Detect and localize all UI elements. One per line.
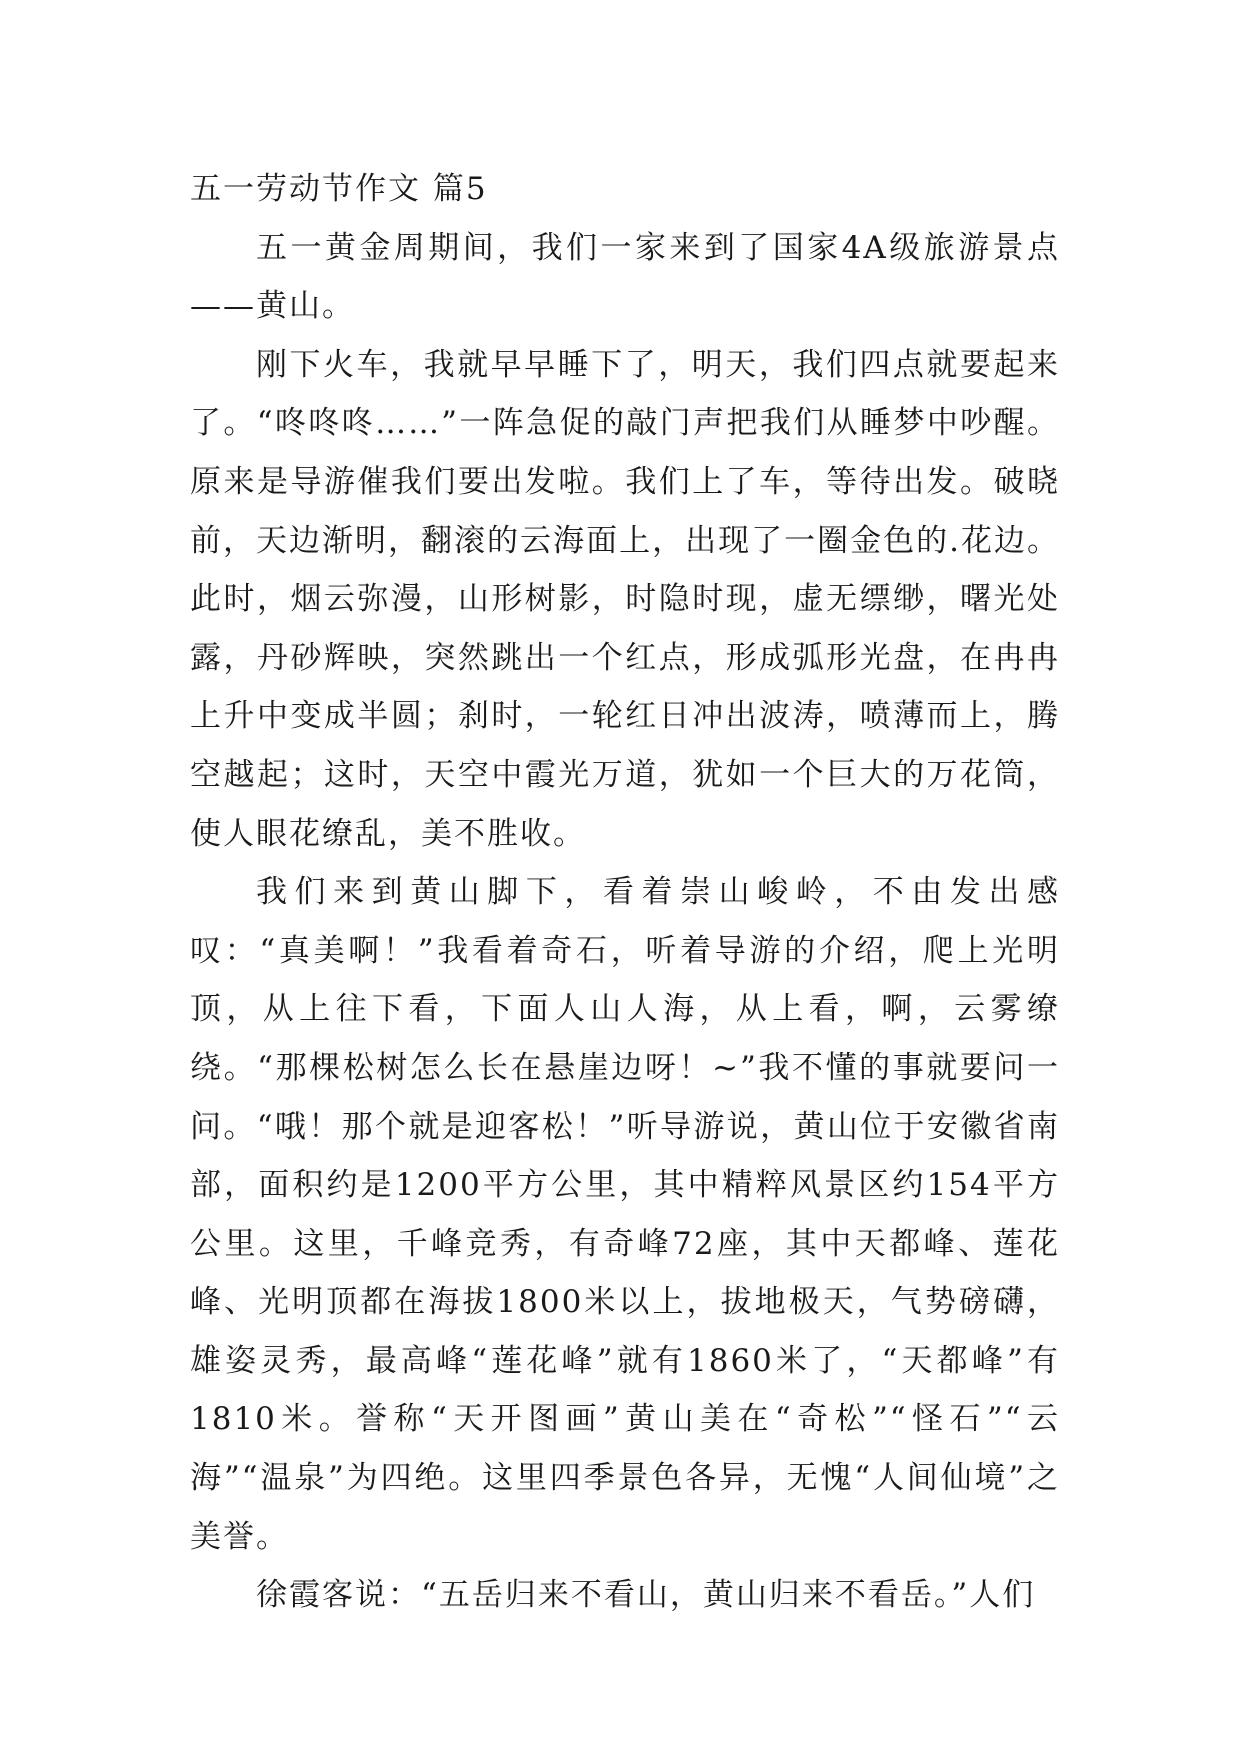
essay-body (190, 160, 1060, 1625)
paragraph-huangshan: 我们来到黄山脚下，看着崇山峻岭，不由发出感叹：“真美啊！”我看着奇石，听着导游的介绍，爬上光明顶，从上往下看，下面人山人海，从上看，啊，云雾缭绕。“那棵松树怎么长在悬崖边呀！~”我不懂的事就要问一问。“哦！那个就是迎客松！”听导游说，黄山位于安徽省南部，面积约是1200平方公里，其中精粹风景区约154平方公里。这里，千峰竞秀，有奇峰72座，其中天都峰、莲花峰、光明顶都在海拔1800米以上，拔地极天，气势磅礴，雄姿灵秀，最高峰“莲花峰”就有1860米了，“天都峰”有1810米。誉称“天开图画”黄山美在“奇松”“怪石”“云海”“温泉”为四绝。这里四季景色各异，无愧“人间仙境”之美誉。 (190, 874, 1060, 1555)
paragraph-xu-xiake: 徐霞客说：“五岳归来不看山，黄山归来不看岳。”人们 (256, 1577, 1036, 1614)
paragraph-sunrise: 刚下火车，我就早早睡下了，明天，我们四点就要起来了。“咚咚咚……”一阵急促的敲门声把我们从睡梦中吵醒。原来是导游催我们要出发啦。我们上了车，等待出发。破晓前，天边渐明，翻滚的云海面上，出现了一圈金色的.花边。此时，烟云弥漫，山形树影，时隐时现，虚无缥缈，曙光处露，丹砂辉映，突然跳出一个红点，形成弧形光盘，在冉冉上升中变成半圆；刹时，一轮红日冲出波涛，喷薄而上，腾空越起；这时，天空中霞光万道，犹如一个巨大的万花筒，使人眼花缭乱，美不胜收。 (190, 346, 1060, 852)
paragraph-intro: 五一黄金周期间，我们一家来到了国家4A级旅游景点——黄山。 (190, 229, 1060, 325)
essay-title: 五一劳动节作文 篇5 (190, 171, 488, 207)
